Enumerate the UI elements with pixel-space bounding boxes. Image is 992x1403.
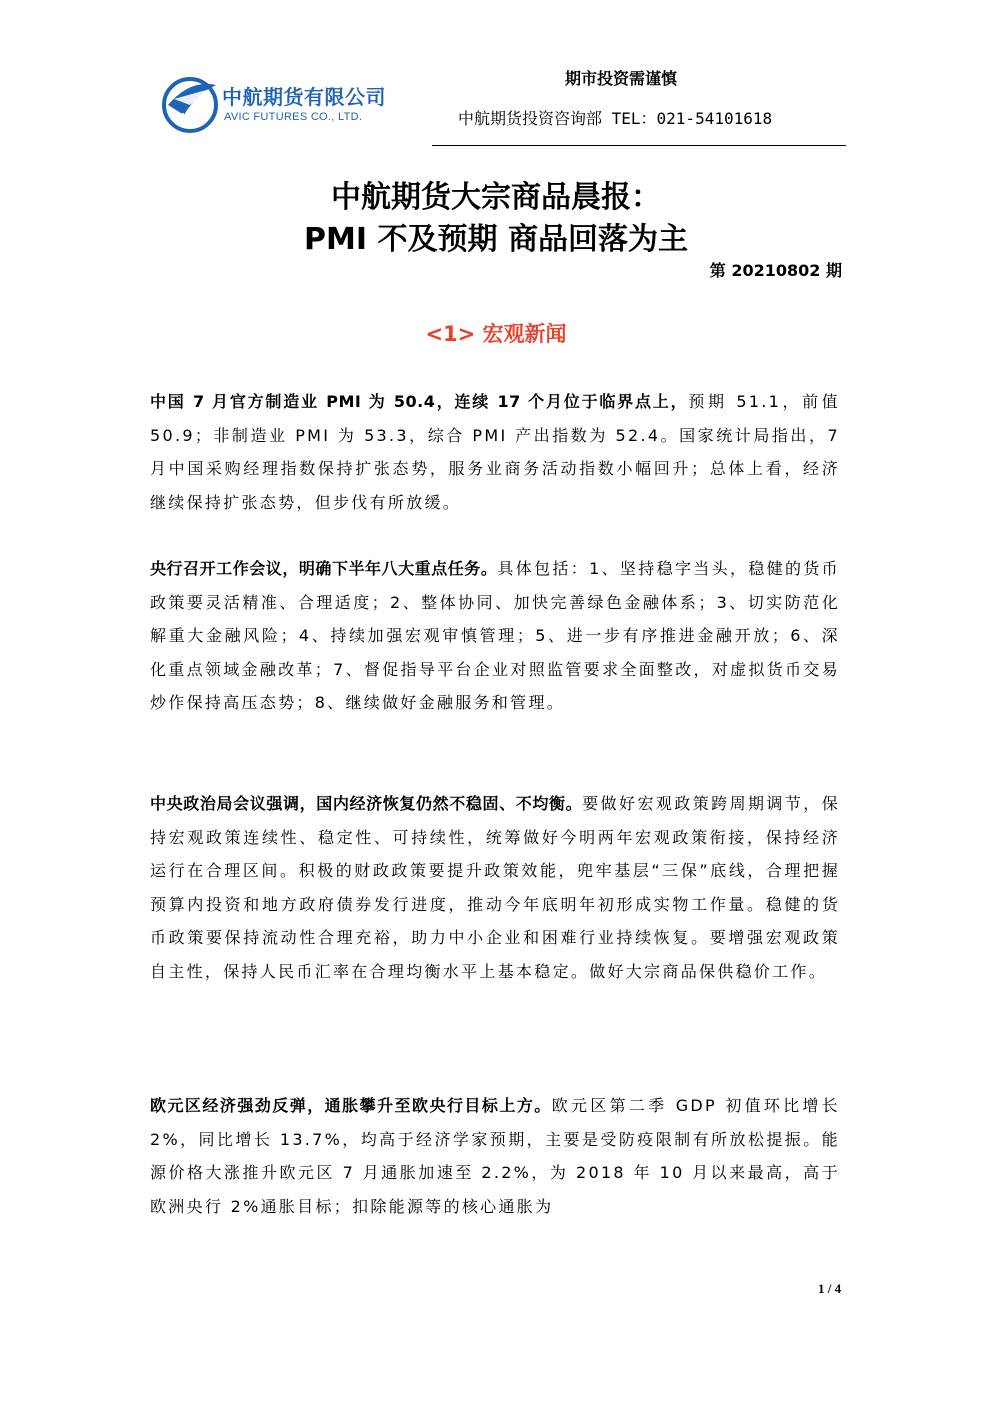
news-headline: 欧元区经济强劲反弹，通胀攀升至欧央行目标上方。: [150, 1096, 552, 1115]
news-headline: 中央政治局会议强调，国内经济恢复仍然不稳固、不均衡。: [150, 794, 583, 813]
issue-number: 第 20210802 期: [709, 261, 842, 280]
news-item: [150, 787, 840, 988]
logo-company-name-en: AVIC FUTURES CO., LTD.: [224, 111, 363, 123]
report-subtitle: PMI 不及预期 商品回落为主: [304, 222, 688, 257]
avic-emblem-icon: [160, 75, 220, 135]
news-body: 预期 51.1，前值 50.9；非制造业 PMI 为 53.3，综合 PMI 产出指数为 52.4。国家统计局指出，7 月中国采购经理指数保持扩张态势，服务业商务活动指数小幅回升；总体上看，经济继续保持扩张态势，但步伐有所放缓。: [150, 392, 840, 512]
news-headline: 中国 7 月官方制造业 PMI 为 50.4，连续 17 个月位于临界点上，: [150, 392, 689, 411]
report-title: 中航期货大宗商品晨报：: [331, 180, 661, 215]
header-caution: 期市投资需谨慎: [565, 69, 678, 88]
logo-company-name: 中航期货有限公司: [222, 85, 386, 109]
news-body: 欧元区第二季 GDP 初值环比增长 2%，同比增长 13.7%，均高于经济学家预期，主要是受防疫限制有所放松提振。能源价格大涨推升欧元区 7 月通胀加速至 2.2%，为 2018 年 10 月以来最高，高于欧洲央行 2%通胀目标；扣除能源等的核心通胀为: [150, 1096, 840, 1216]
header-contact: 中航期货投资咨询部 TEL：021-54101618: [458, 109, 773, 128]
news-body: 具体包括：1、坚持稳字当头，稳健的货币政策要灵活精准、合理适度；2、整体协同、加快完善绿色金融体系；3、切实防范化解重大金融风险；4、持续加强宏观审慎管理；5、进一步有序推进金融开放；6、深化重点领域金融改革；7、督促指导平台企业对照监管要求全面整改，对虚拟货币交易炒作保持高压态势；8、继续做好金融服务和管理。: [150, 559, 840, 712]
news-item: [150, 552, 840, 720]
header-divider: [432, 145, 846, 146]
news-body: 要做好宏观政策跨周期调节，保持宏观政策连续性、稳定性、可持续性，统筹做好今明两年宏观政策衔接，保持经济运行在合理区间。积极的财政政策要提升政策效能，兜牢基层“三保”底线，合理把握预算内投资和地方政府债券发行进度，推动今年底明年初形成实物工作量。稳健的货币政策要保持流动性合理充裕，助力中小企业和困难行业持续恢复。要增强宏观政策自主性，保持人民币汇率在合理均衡水平上基本稳定。做好大宗商品保供稳价工作。: [150, 794, 840, 981]
company-logo: [160, 75, 420, 135]
news-item: [150, 1089, 840, 1223]
news-headline: 央行召开工作会议，明确下半年八大重点任务。: [150, 559, 498, 578]
news-item: [150, 385, 840, 519]
logo-badge: AVIC: [180, 112, 199, 121]
page-number: 1 / 4: [818, 1281, 842, 1296]
section-heading: <1> 宏观新闻: [425, 322, 567, 346]
